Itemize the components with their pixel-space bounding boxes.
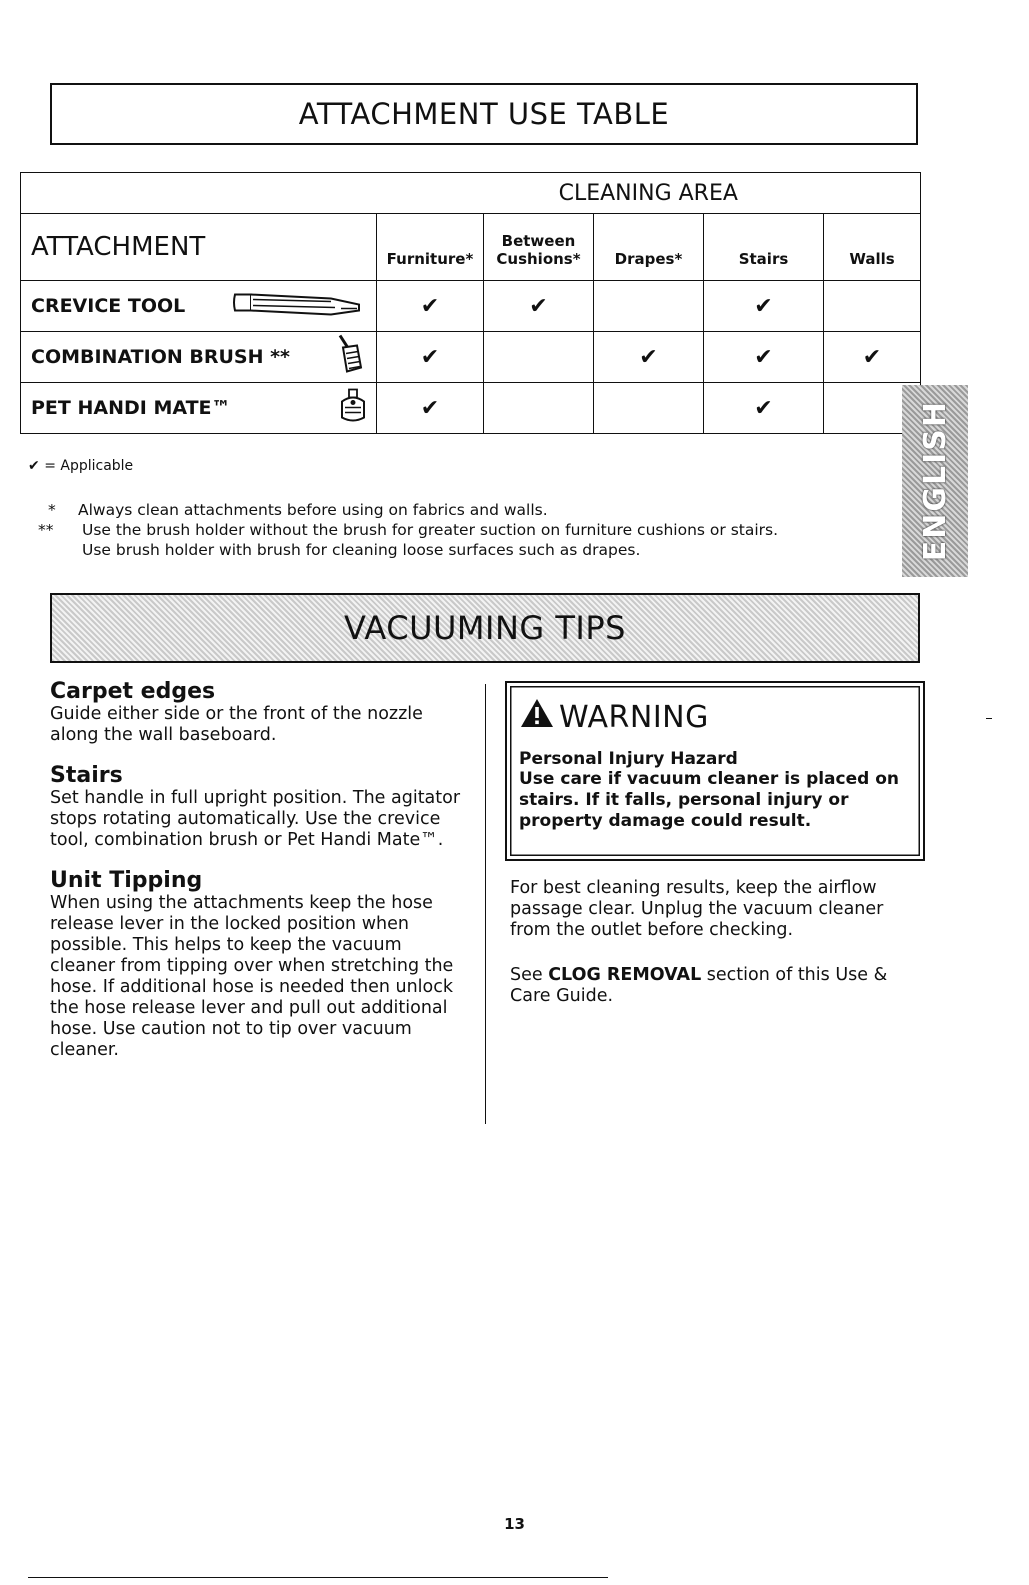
table-row xyxy=(21,332,921,383)
check-cell xyxy=(704,332,824,383)
check-icon: ✔ xyxy=(754,395,773,421)
airflow-text: For best cleaning results, keep the airflow passage clear. Unplug the vacuum cleaner from the outlet before checking. xyxy=(510,878,884,940)
check-icon: ✔ xyxy=(754,344,773,370)
check-icon: ✔ xyxy=(420,344,440,370)
cleaning-area-header: CLEANING AREA xyxy=(377,173,921,214)
note-2: ** Use the brush holder without the brush for greater suction on furniture cushions or stairs. xyxy=(38,521,779,539)
warning-title: WARNING xyxy=(559,699,709,735)
attachment-use-table xyxy=(20,172,921,434)
table-row xyxy=(21,281,921,332)
row-label-combination-brush: COMBINATION BRUSH ** xyxy=(21,332,377,383)
legend: ✔ = Applicable xyxy=(28,458,134,474)
row-label-crevice-tool: CREVICE TOOL xyxy=(21,281,377,332)
column-header-walls: Walls xyxy=(824,214,921,281)
table-row xyxy=(21,383,921,434)
stairs-text: Set handle in full upright position. The agitator stops rotating automatically. Use the crevice tool, combination brush or Pet Handi Mate™. xyxy=(50,788,461,850)
crevice-tool-icon xyxy=(231,289,363,324)
check-cell xyxy=(377,332,484,383)
check-icon: ✔ xyxy=(639,344,658,370)
language-tab: ENGLISH xyxy=(902,385,968,577)
margin-dash xyxy=(986,718,992,719)
check-icon: ✔ xyxy=(420,395,440,421)
empty-cell xyxy=(484,383,594,434)
check-icon: ✔ xyxy=(28,458,40,474)
check-icon: ✔ xyxy=(862,344,882,370)
check-icon: ✔ xyxy=(420,293,440,319)
check-cell xyxy=(484,281,594,332)
check-cell xyxy=(377,383,484,434)
page-number: 13 xyxy=(504,1515,525,1533)
table-corner xyxy=(21,173,377,214)
row-label-pet-handi-mate: PET HANDI MATE™ xyxy=(21,383,377,434)
column-header-between-cushions: Between Cushions* xyxy=(484,214,594,281)
tips-left-column xyxy=(50,680,470,1079)
check-icon: ✔ xyxy=(754,293,773,319)
column-header-drapes: Drapes* xyxy=(594,214,704,281)
check-cell xyxy=(704,281,824,332)
column-divider xyxy=(485,684,486,1124)
note-1: * Always clean attachments before using on fabrics and walls. xyxy=(48,501,548,519)
warning-text: Use care if vacuum cleaner is placed on stairs. If it falls, personal injury or property damage could result. xyxy=(519,769,900,831)
unit-tipping-heading: Unit Tipping xyxy=(50,868,203,893)
warning-box xyxy=(505,681,925,861)
empty-cell xyxy=(594,281,704,332)
vacuuming-tips-banner: VACUUMING TIPS xyxy=(50,593,920,663)
empty-cell xyxy=(594,383,704,434)
warning-triangle-icon xyxy=(519,697,555,737)
stairs-heading: Stairs xyxy=(50,763,123,788)
page-title: ATTACHMENT USE TABLE xyxy=(50,83,918,145)
attachment-header: ATTACHMENT xyxy=(21,214,377,281)
column-header-stairs: Stairs xyxy=(704,214,824,281)
empty-cell xyxy=(824,281,921,332)
pet-handi-mate-icon xyxy=(339,388,367,429)
note-3: Use brush holder with brush for cleaning loose surfaces such as drapes. xyxy=(82,541,641,559)
check-cell xyxy=(704,383,824,434)
carpet-edges-text: Guide either side or the front of the nozzle along the wall baseboard. xyxy=(50,704,423,745)
carpet-edges-heading: Carpet edges xyxy=(50,679,216,704)
check-icon: ✔ xyxy=(529,293,548,319)
combination-brush-icon xyxy=(337,334,363,381)
check-cell xyxy=(377,281,484,332)
empty-cell xyxy=(484,332,594,383)
bottom-rule xyxy=(28,1577,608,1578)
unit-tipping-text: When using the attachments keep the hose release lever in the locked position when possible. This helps to keep the vacuum cleaner from tipping over when stretching the hose. If additional hose is needed then unlock the hose release lever and pull out additional hose. Use caution not to tip over vacuum cleaner. xyxy=(50,893,454,1060)
clog-removal-reference: See CLOG REMOVAL section of this Use & Care Guide. xyxy=(510,965,888,1006)
check-cell xyxy=(594,332,704,383)
check-cell xyxy=(824,332,921,383)
column-header-furniture: Furniture* xyxy=(377,214,484,281)
warning-subtitle: Personal Injury Hazard xyxy=(519,749,738,769)
